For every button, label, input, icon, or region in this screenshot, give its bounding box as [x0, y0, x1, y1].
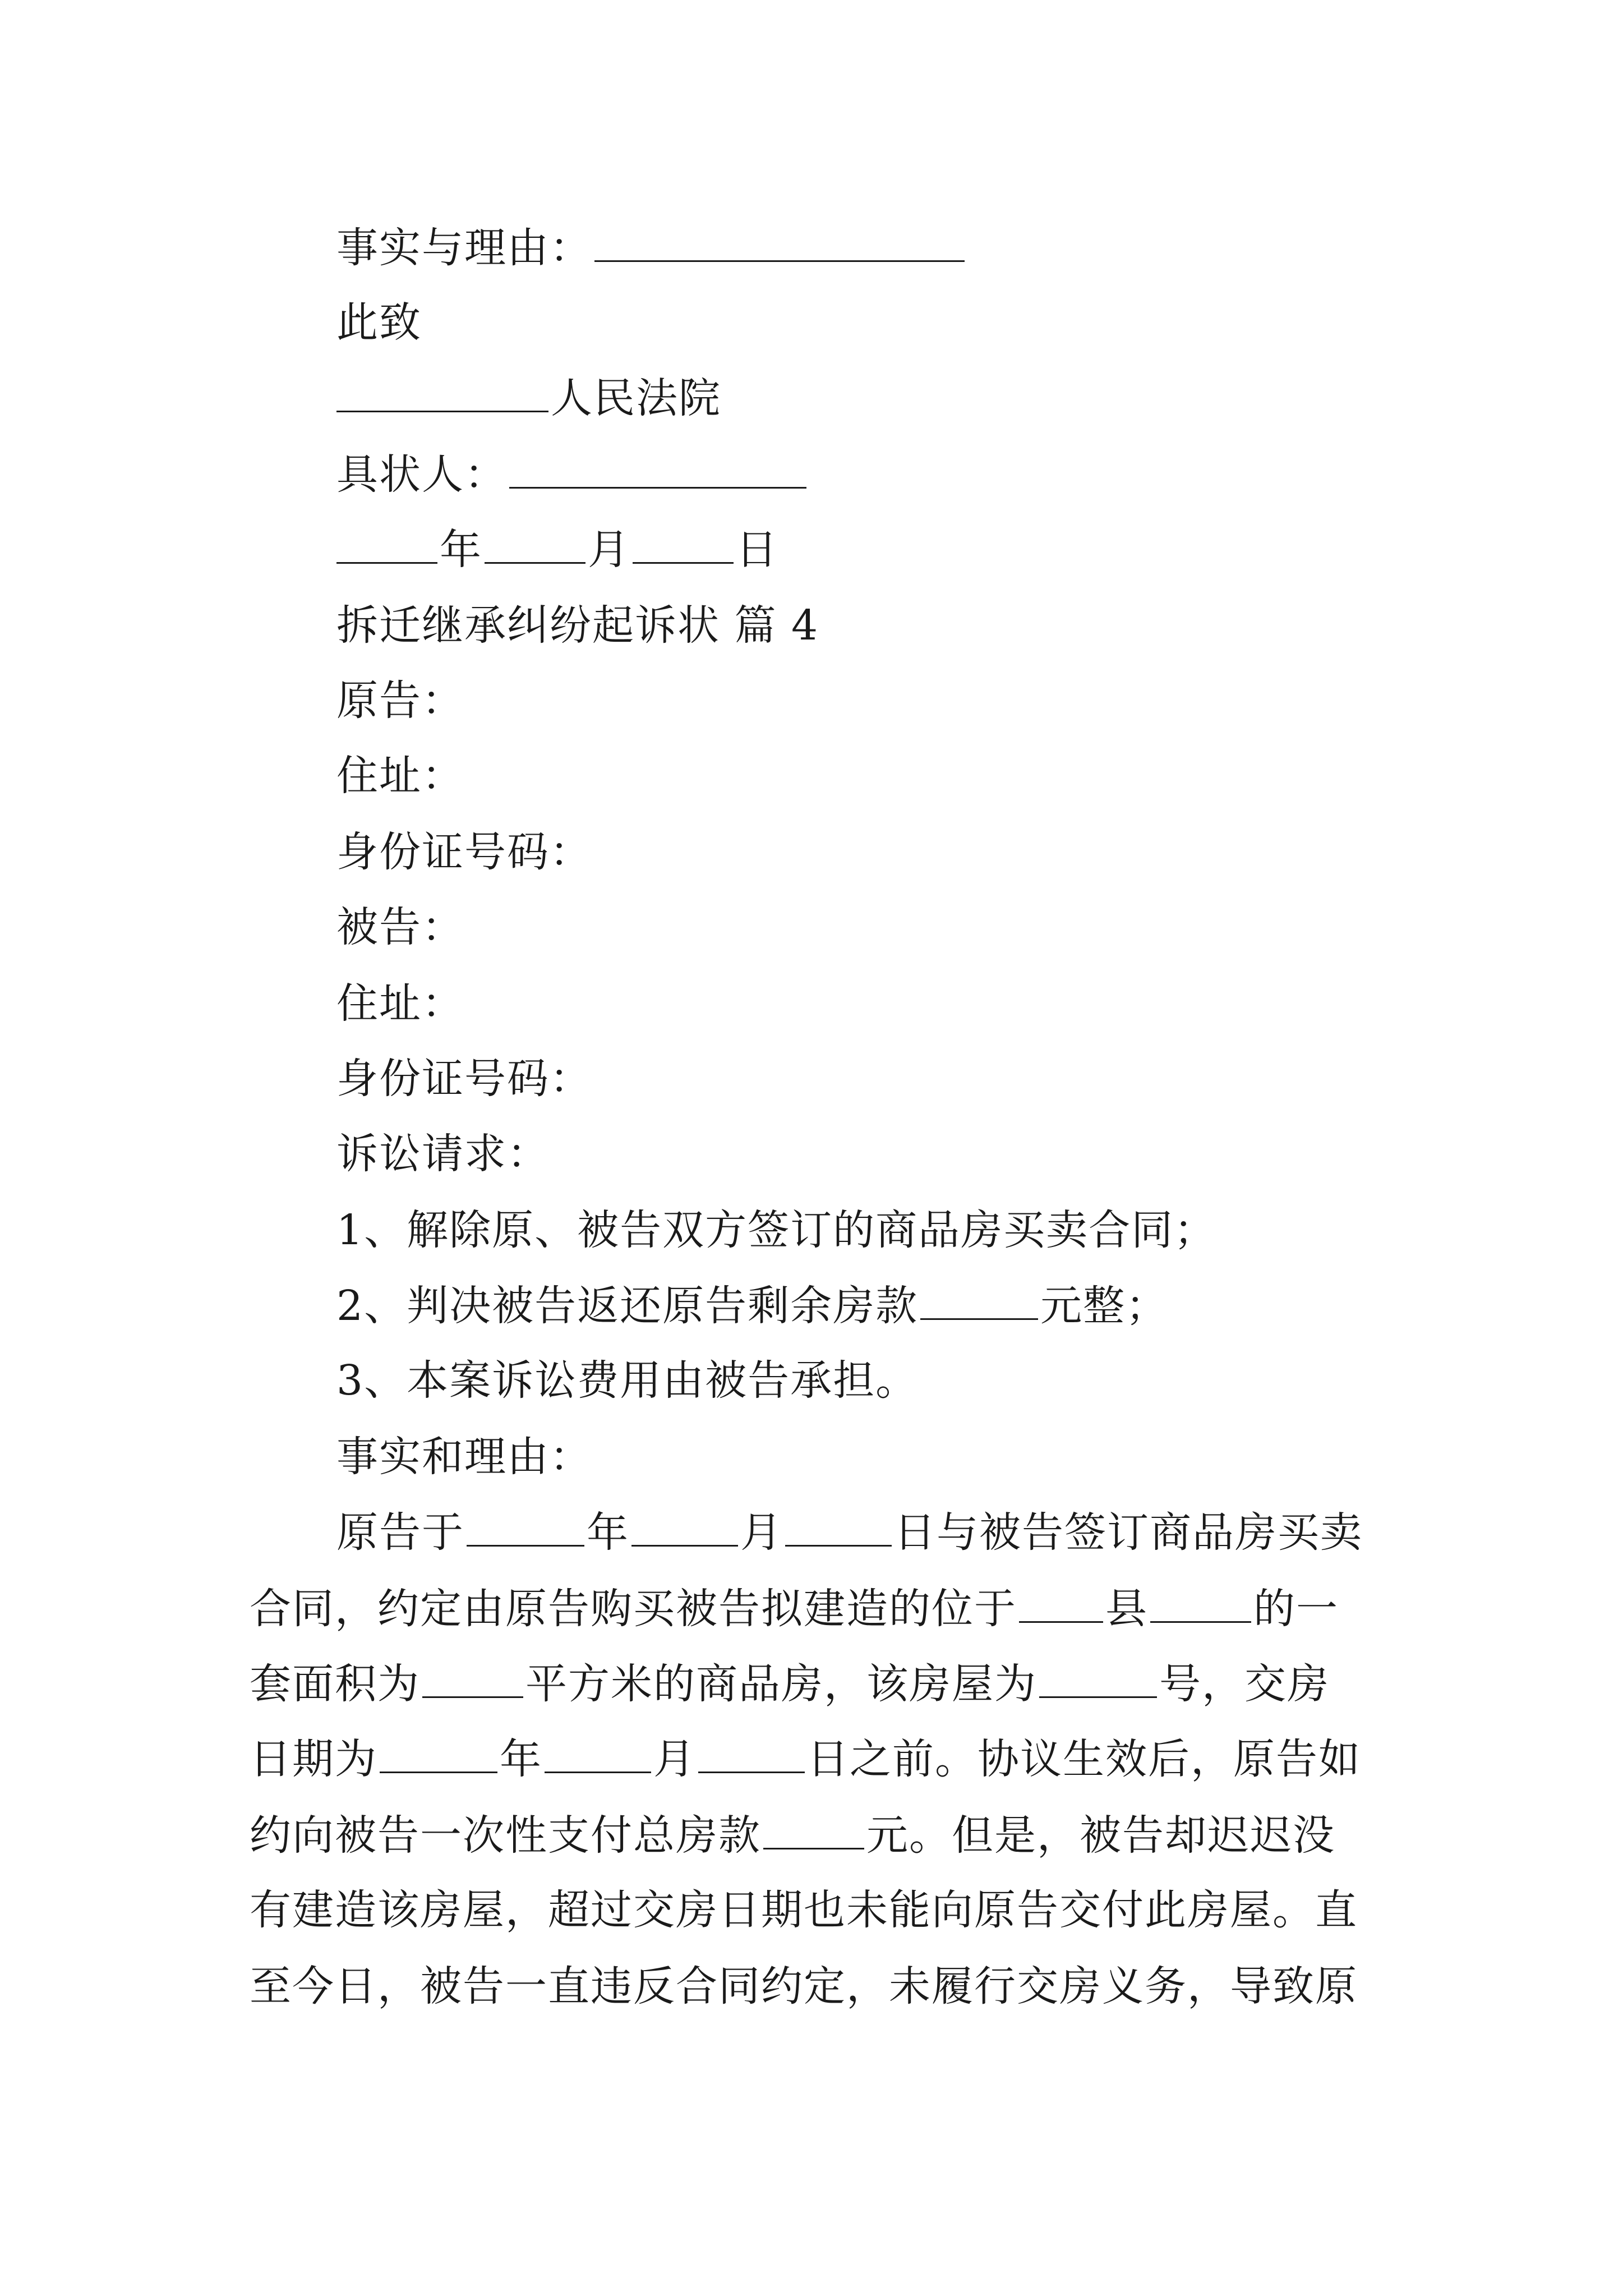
body-line-6 — [250, 1886, 1358, 1934]
facts-reasons-line — [336, 224, 967, 272]
defendant-id-line — [336, 1055, 592, 1103]
facts-heading — [336, 1433, 592, 1481]
date-line — [336, 526, 778, 574]
text: 月 — [740, 1508, 783, 1557]
blank-field — [509, 453, 806, 489]
body-line-5 — [250, 1811, 1335, 1860]
text: 人民法院 — [551, 374, 721, 422]
blank-field — [336, 528, 437, 564]
plaintiff-id-line — [336, 828, 592, 876]
text: 的一 — [1253, 1585, 1339, 1633]
text: 具状人： — [336, 450, 507, 499]
plaintiff-line — [336, 677, 464, 725]
defendant-address-line — [336, 979, 464, 1028]
blank-field — [380, 1738, 497, 1773]
text: 原告： — [336, 677, 464, 725]
text: 元整； — [1040, 1282, 1169, 1330]
body-line-1 — [336, 1508, 1363, 1557]
text: 1、解除原、被告双方签订的商品房买卖合同； — [336, 1206, 1217, 1254]
blank-field — [698, 1738, 805, 1773]
body-line-3 — [250, 1660, 1330, 1708]
text: 日期为 — [250, 1735, 377, 1783]
claims-heading — [336, 1130, 550, 1178]
blank-field — [1019, 1588, 1103, 1623]
blank-field — [485, 528, 585, 564]
blank-field — [920, 1285, 1038, 1320]
body-line-7 — [250, 1962, 1358, 2010]
text: 3、本案诉讼费用由被告承担。 — [336, 1356, 919, 1405]
text: 元。但是，被告却迟迟没 — [866, 1811, 1335, 1860]
text: 号，交房 — [1159, 1660, 1330, 1708]
text: 年 — [440, 526, 482, 574]
text: 事实和理由： — [336, 1433, 592, 1481]
text: 年 — [500, 1735, 542, 1783]
court-line — [336, 374, 721, 422]
text: 事实与理由： — [336, 224, 592, 272]
blank-field — [631, 1511, 738, 1547]
plaintiff-address-line — [336, 752, 464, 800]
text: 身份证号码： — [336, 1055, 592, 1103]
text: 身份证号码： — [336, 828, 592, 876]
text: 日与被告签订商品房买卖 — [894, 1508, 1363, 1557]
text: 套面积为 — [250, 1660, 420, 1708]
text: 拆迁继承纠纷起诉状 篇 4 — [336, 601, 819, 650]
section-heading — [336, 601, 819, 650]
text: 合同，约定由原告购买被告拟建造的位于 — [250, 1585, 1017, 1633]
blank-field — [467, 1511, 584, 1547]
text: 至今日，被告一直违反合同约定，未履行交房义务，导致原 — [250, 1962, 1358, 2010]
text: 日之前。协议生效后，原告如 — [807, 1735, 1361, 1783]
blank-field — [336, 377, 548, 412]
text: 此致 — [336, 298, 422, 347]
text: 2、判决被告返还原告剩余房款 — [336, 1282, 919, 1330]
text: 月 — [653, 1735, 696, 1783]
text: 住址： — [336, 752, 464, 800]
defendant-line — [336, 903, 464, 951]
blank-field — [422, 1663, 523, 1698]
blank-field — [633, 528, 734, 564]
text: 日 — [736, 526, 778, 574]
text: 被告： — [336, 903, 464, 951]
blank-field — [785, 1511, 892, 1547]
text: 住址： — [336, 979, 464, 1028]
signer-line — [336, 450, 809, 499]
blank-field — [1150, 1588, 1251, 1623]
text: 约向被告一次性支付总房款 — [250, 1811, 761, 1860]
blank-field — [594, 227, 965, 262]
blank-field — [763, 1814, 864, 1849]
text: 诉讼请求： — [336, 1130, 550, 1178]
blank-field — [545, 1738, 651, 1773]
claim-item-3 — [336, 1356, 919, 1405]
salutation-line — [336, 298, 422, 347]
body-line-2 — [250, 1585, 1339, 1633]
blank-field — [1039, 1663, 1157, 1698]
text: 平方米的商品房，该房屋为 — [525, 1660, 1037, 1708]
claim-item-2 — [336, 1282, 1169, 1330]
claim-item-1 — [336, 1206, 1217, 1254]
text: 有建造该房屋，超过交房日期也未能向原告交付此房屋。直 — [250, 1886, 1358, 1934]
text: 县 — [1105, 1585, 1148, 1633]
text: 月 — [588, 526, 630, 574]
text: 年 — [587, 1508, 629, 1557]
text: 原告于 — [336, 1508, 464, 1557]
body-line-4 — [250, 1735, 1361, 1783]
